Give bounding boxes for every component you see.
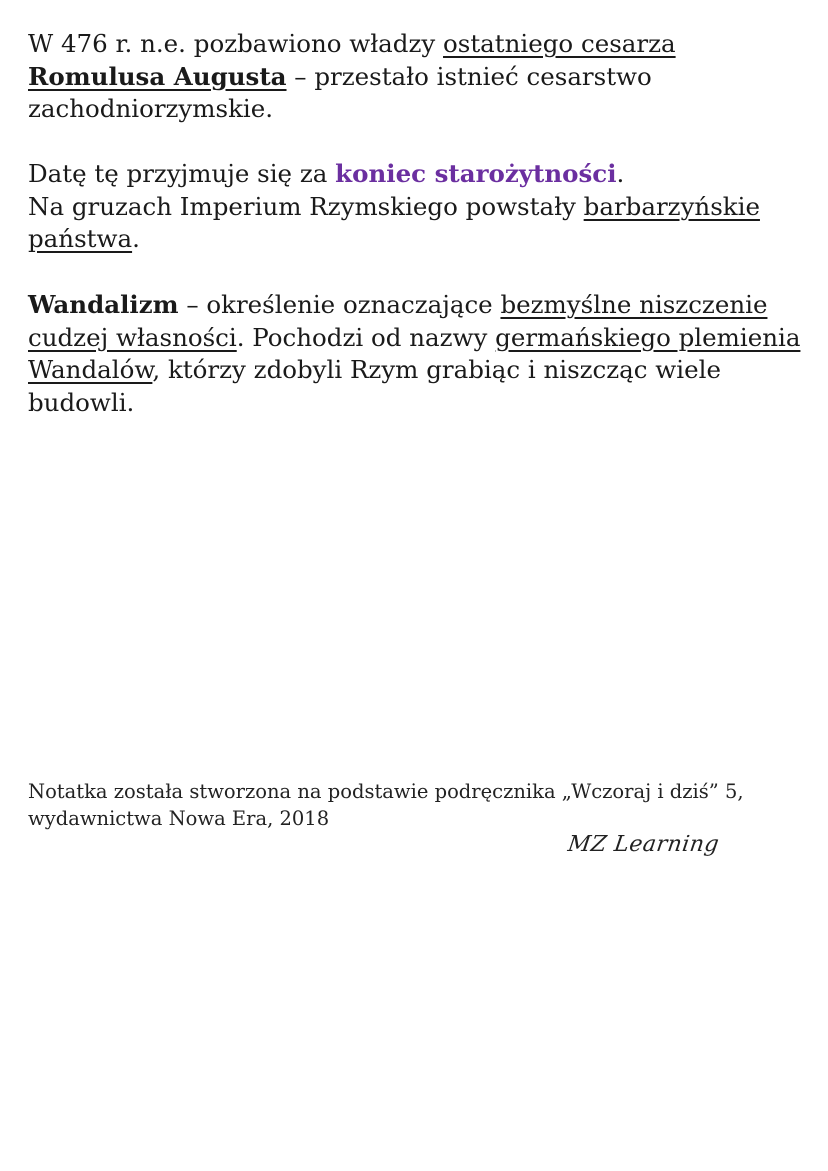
term-vandalism: Wandalizm: [28, 290, 179, 319]
signature: MZ Learning: [566, 832, 721, 857]
emperor-name: Romulusa Augusta: [28, 61, 287, 91]
underlined-barbarian-states: barbarzyńskie państwa: [28, 191, 760, 253]
paragraph-vandalism: [28, 289, 808, 419]
underlined-last-emperor: ostatniego cesarza: [443, 29, 676, 58]
text-segment: – przestało istnieć cesarstwo zachodniorzymskie.: [28, 61, 652, 123]
text-segment: – określenie oznaczające: [178, 290, 501, 319]
text-segment: Na gruzach Imperium Rzymskiego powstały: [28, 191, 584, 221]
text-segment: , którzy zdobyli Rzym grabiąc i niszcząc wiele budowli.: [28, 355, 721, 417]
paragraph-end-of-antiquity: [28, 158, 808, 256]
text-segment: Datę tę przyjmuje się za: [28, 159, 336, 188]
text-segment: .: [132, 224, 140, 253]
underlined-vandals-tribe: germańskiego plemienia Wandalów: [28, 322, 801, 384]
source-note: Notatka została stworzona na podstawie podręcznika „Wczoraj i dziś” 5, wydawnictwa Nowa Era, 2018: [28, 780, 744, 830]
text-segment: .: [616, 159, 625, 188]
paragraph-fall-of-rome: [28, 28, 808, 126]
text-segment: W 476 r. n.e. pozbawiono władzy: [28, 29, 444, 58]
text-segment: . Pochodzi od nazwy: [236, 322, 496, 352]
underlined-definition: bezmyślne niszczenie cudzej własności: [28, 290, 768, 352]
highlight-end-of-antiquity: koniec starożytności: [335, 159, 617, 188]
